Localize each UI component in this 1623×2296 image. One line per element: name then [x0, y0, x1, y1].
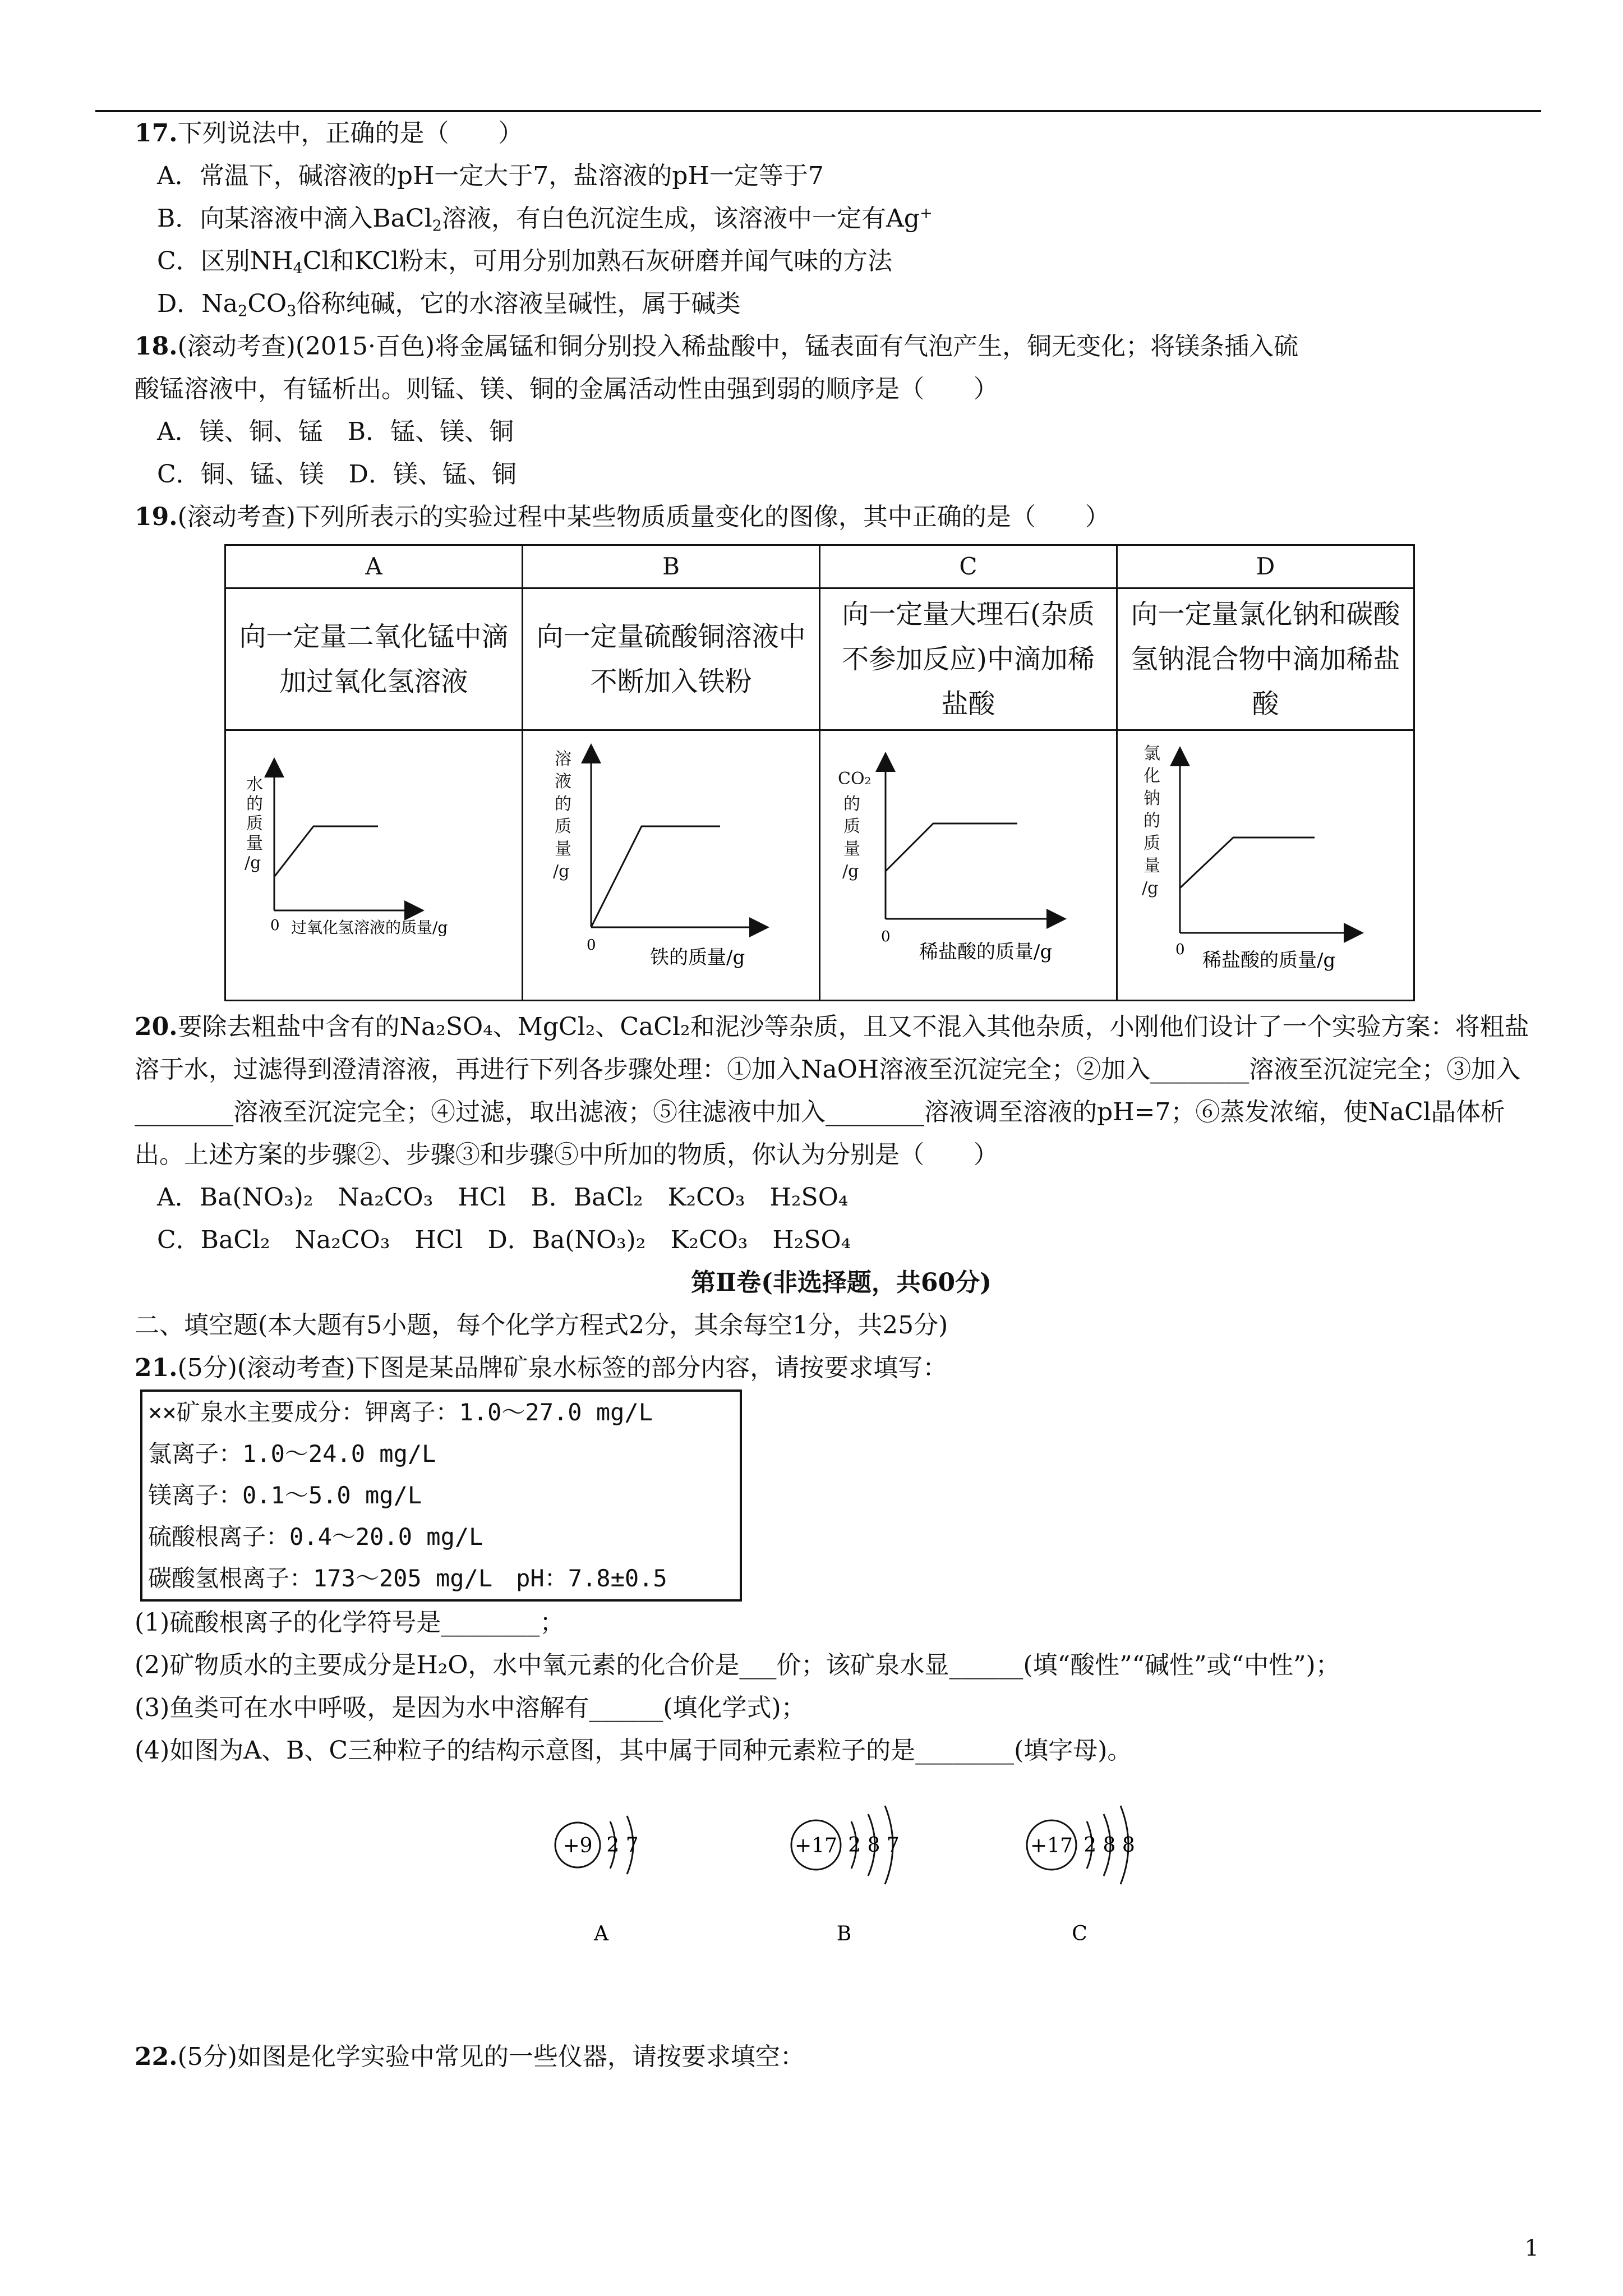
q17-option-b: B．向某溶液中滴入BaCl$_2$溶液，有白色沉淀生成，该溶液中一定有Ag+ [157, 204, 933, 235]
svg-text:质: 质 [555, 817, 571, 836]
mineral-water-label [140, 1389, 742, 1602]
q18-options-1: A．镁、铜、锰 B．锰、镁、铜 [157, 417, 514, 446]
svg-text:氯: 氯 [1144, 744, 1160, 763]
origin-b: 0 [587, 937, 596, 954]
atom-diagrams-svg [135, 1789, 1548, 1957]
x-axis-label-d: 稀盐酸的质量/g [1202, 949, 1336, 972]
label-line: ××矿泉水主要成分：钾离子：1.0～27.0 mg/L [148, 1398, 653, 1426]
nucleus-b: +17 [795, 1834, 837, 1857]
svg-text:CO₂: CO₂ [838, 769, 872, 789]
question-number: 22. [135, 2042, 178, 2071]
graph-d-svg [1118, 731, 1413, 986]
svg-text:的: 的 [1144, 811, 1160, 831]
origin-c: 0 [881, 928, 891, 945]
q21-sub2: (2)矿物质水的主要成分是H₂O，水中氧元素的化合价是___价；该矿泉水显______(填“酸性”“碱性”或“中性”)； [135, 1651, 1340, 1680]
section-heading: 二、填空题(本大题有5小题，每个化学方程式2分，其余每空1分，共25分) [135, 1311, 948, 1340]
desc-c: 向一定量大理石(杂质不参加反应)中滴加稀盐酸 [820, 588, 1117, 730]
question-number: 18. [135, 332, 178, 361]
q18-stem-cont: 酸锰溶液中，有锰析出。则锰、镁、铜的金属活动性由强到弱的顺序是（ ） [135, 375, 998, 403]
nucleus-c: +17 [1030, 1834, 1073, 1857]
origin-a: 0 [270, 917, 280, 934]
q20-options-1: A．Ba(NO₃)₂ Na₂CO₃ HCl B．BaCl₂ K₂CO₃ H₂SO₄ [157, 1183, 849, 1212]
y-axis-label-c [838, 769, 872, 881]
graph-b [523, 730, 820, 1001]
graph-c [820, 730, 1117, 1001]
x-axis-label-c: 稀盐酸的质量/g [919, 941, 1053, 963]
electrons-a: 2 7 [606, 1834, 639, 1857]
page-number: 1 [1524, 2235, 1539, 2261]
curve-a [274, 826, 378, 877]
atom-c [1027, 1806, 1135, 1945]
svg-text:的: 的 [555, 794, 571, 814]
label-line: 硫酸根离子：0.4～20.0 mg/L [148, 1523, 483, 1550]
curve-c [886, 823, 1017, 871]
svg-text:液: 液 [555, 772, 571, 792]
question-17: 17.下列说法中，正确的是（ ） [135, 119, 523, 148]
document-body [135, 112, 1548, 2078]
svg-text:/g: /g [842, 862, 859, 881]
question-number: 21. [135, 1354, 178, 1382]
y-axis-label-a [245, 775, 263, 873]
label-line: 镁离子：0.1～5.0 mg/L [148, 1481, 422, 1509]
atom-b [791, 1806, 900, 1945]
x-axis-label-b: 铁的质量/g [650, 946, 745, 969]
svg-text:量: 量 [246, 834, 263, 853]
svg-text:/g: /g [1142, 878, 1159, 898]
origin-d: 0 [1175, 941, 1185, 958]
question-18: 18.(滚动考查)(2015·百色)将金属锰和铜分别投入稀盐酸中，锰表面有气泡产生，铜无变化；将镁条插入硫 [135, 332, 1299, 361]
col-head-b: B [523, 545, 820, 588]
nucleus-a: +9 [562, 1834, 593, 1857]
label-line: 氯离子：1.0～24.0 mg/L [148, 1440, 436, 1467]
svg-text:量: 量 [1144, 856, 1160, 876]
atom-label-a: A [594, 1922, 608, 1945]
atom-label-c: C [1072, 1922, 1087, 1945]
q17-option-c: C．区别$NH_4Cl$和KCl粉末，可用分别加熟石灰研磨并闻气味的方法 [157, 247, 893, 278]
svg-text:的: 的 [246, 794, 263, 814]
svg-text:化: 化 [1144, 766, 1160, 786]
svg-text:量: 量 [843, 839, 860, 859]
desc-d: 向一定量氯化钠和碳酸氢钠混合物中滴加稀盐酸 [1117, 588, 1414, 730]
question-number: 20. [135, 1013, 178, 1041]
curve-b [591, 826, 720, 927]
question-21: 21.(5分)(滚动考查)下图是某品牌矿泉水标签的部分内容，请按要求填写： [135, 1354, 948, 1382]
q17-option-d: D．$Na_2CO_3$俗称纯碱，它的水溶液呈碱性，属于碱类 [157, 289, 741, 320]
q19-options-table [224, 544, 1415, 1001]
atom-a [555, 1816, 639, 1945]
q20-options-2: C．BaCl₂ Na₂CO₃ HCl D．Ba(NO₃)₂ K₂CO₃ H₂SO₄ [157, 1226, 851, 1254]
y-axis-label-b [553, 749, 571, 881]
x-axis-label-a: 过氧化氢溶液的质量/g [291, 918, 448, 937]
question-number: 19. [135, 503, 178, 531]
q21-sub1: (1)硫酸根离子的化学符号是________； [135, 1608, 565, 1637]
col-head-c: C [820, 545, 1117, 588]
q17-option-a: A．常温下，碱溶液的pH一定大于7，盐溶液的pH一定等于7 [157, 162, 824, 190]
atom-label-b: B [836, 1922, 852, 1945]
graph-a-svg [227, 731, 521, 986]
col-head-a: A [225, 545, 523, 588]
svg-text:溶: 溶 [555, 749, 571, 769]
question-19: 19.(滚动考查)下列所表示的实验过程中某些物质质量变化的图像，其中正确的是（ ） [135, 503, 1110, 531]
svg-text:/g: /g [245, 853, 261, 873]
svg-text:水: 水 [246, 775, 263, 794]
svg-text:的: 的 [843, 794, 860, 814]
desc-a: 向一定量二氧化锰中滴加过氧化氢溶液 [225, 588, 523, 730]
graph-d [1117, 730, 1414, 1001]
graph-b-svg [524, 731, 818, 986]
q21-sub3: (3)鱼类可在水中呼吸，是因为水中溶解有______(填化学式)； [135, 1694, 806, 1722]
curve-d [1180, 838, 1315, 888]
question-number: 17. [135, 119, 178, 148]
col-head-d: D [1117, 545, 1414, 588]
y-axis-label-d [1142, 744, 1160, 898]
atom-structure-diagrams [135, 1789, 1548, 1957]
desc-b: 向一定量硫酸铜溶液中不断加入铁粉 [523, 588, 820, 730]
q21-sub4: (4)如图为A、B、C三种粒子的结构示意图，其中属于同种元素粒子的是________(填字母)。 [135, 1736, 1132, 1765]
part2-title: 第Ⅱ卷(非选择题，共60分) [691, 1268, 992, 1297]
svg-text:钠: 钠 [1144, 789, 1160, 808]
label-line: 碳酸氢根离子：173～205 mg/L pH：7.8±0.5 [148, 1565, 667, 1592]
graph-c-svg [821, 731, 1115, 986]
electrons-c: 2 8 8 [1083, 1834, 1135, 1857]
electrons-b: 2 8 7 [848, 1834, 900, 1857]
svg-text:/g: /g [553, 862, 570, 881]
svg-text:量: 量 [555, 839, 571, 859]
svg-text:质: 质 [1144, 834, 1160, 853]
svg-text:质: 质 [843, 817, 860, 836]
graph-a [225, 730, 523, 1001]
q18-options-2: C．铜、锰、镁 D．镁、锰、铜 [157, 460, 517, 489]
question-20: 20.要除去粗盐中含有的Na₂SO₄、MgCl₂、CaCl₂和泥沙等杂质，且又不混入其他杂质，小刚他们设计了一个实验方案：将粗盐溶于水，过滤得到澄清溶液，再进行下列各步骤处理：①加入NaOH溶液至沉淀完全；②加入________溶液至沉淀完全；③加入________溶液至沉淀完全；④过滤，取出滤液；⑤往滤液中加入________溶液调至溶液的pH=7；⑥蒸发浓缩，使NaCl晶体析出。上述方案的步骤②、步骤③和步骤⑤中所加的物质，你认为分别是（ ） [135, 1013, 1529, 1169]
svg-text:质: 质 [246, 814, 263, 834]
question-22: 22.(5分)如图是化学实验中常见的一些仪器，请按要求填空： [135, 2042, 805, 2071]
